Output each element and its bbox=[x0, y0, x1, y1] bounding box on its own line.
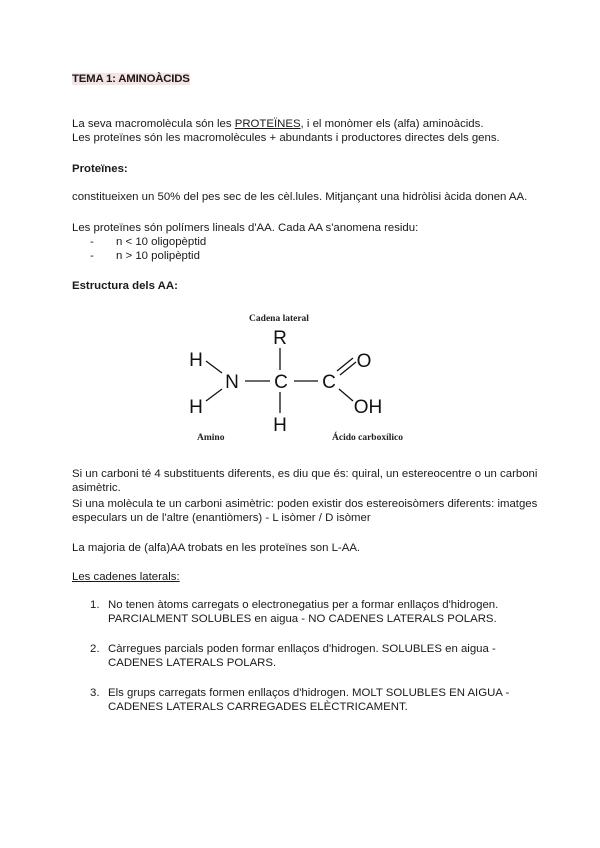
list-item-line: Els grups carregats formen enllaços d'hidrogen. MOLT SOLUBLES EN AIGUA - bbox=[108, 687, 510, 699]
list-item bbox=[72, 642, 532, 670]
atom-r: R bbox=[273, 328, 287, 349]
proteins-heading: Proteïnes: bbox=[72, 163, 128, 175]
amino-label: Amino bbox=[197, 433, 225, 443]
list-item bbox=[72, 686, 532, 714]
proteins-paragraph-2: Les proteïnes són polímers lineals d'AA. Cada AA s'anomena residu: bbox=[72, 222, 419, 234]
bond-h-n-bottom bbox=[206, 389, 222, 401]
bond-c-o-double-2 bbox=[340, 362, 356, 375]
chirality-line-2: asimètric. bbox=[72, 482, 121, 494]
list-item-line: CADENES LATERALS POLARS. bbox=[108, 657, 277, 669]
atom-o: O bbox=[356, 351, 372, 372]
chirality-line-3: Si una molècula te un carboni asimètric: poden existir dos estereoisòmers diferents: imatges bbox=[72, 498, 538, 510]
atom-c-carboxyl: C bbox=[322, 372, 336, 393]
intro-text-pre: La seva macromolècula són les bbox=[72, 118, 235, 130]
atom-oh: OH bbox=[353, 397, 383, 418]
bullet-dash: - bbox=[90, 250, 94, 262]
list-item-line: PARCIALMENT SOLUBLES en aigua - NO CADENES LATERALS POLARS. bbox=[108, 613, 497, 625]
atom-h-alpha: H bbox=[273, 415, 287, 436]
atom-c-alpha: C bbox=[274, 372, 288, 393]
list-item bbox=[72, 598, 532, 626]
list-number: 1. bbox=[90, 599, 100, 611]
atom-h-amino-top: H bbox=[189, 350, 203, 371]
side-chain-label: Cadena lateral bbox=[249, 314, 309, 324]
bullet-text: n < 10 oligopèptid bbox=[116, 236, 207, 248]
bond-c-o-double-1 bbox=[337, 358, 353, 371]
list-number: 2. bbox=[90, 643, 100, 655]
list-number: 3. bbox=[90, 687, 100, 699]
carboxyl-label: Ácido carboxílico bbox=[332, 433, 403, 443]
majority-line: La majoria de (alfa)AA trobats en les proteïnes son L-AA. bbox=[72, 542, 361, 554]
list-item-line: CADENES LATERALS CARREGADES ELÈCTRICAMENT. bbox=[108, 701, 408, 713]
bullet-text: n > 10 polipèptid bbox=[116, 250, 200, 262]
side-chains-list bbox=[72, 598, 532, 730]
list-item-line: Càrregues parcials poden formar enllaços d'hidrogen. SOLUBLES en aigua - bbox=[108, 643, 496, 655]
atom-n: N bbox=[225, 372, 239, 393]
proteins-paragraph-1: constitueixen un 50% del pes sec de les cèl.lules. Mitjançant una hidròlisi àcida donen AA. bbox=[72, 191, 528, 203]
intro-text-post: , i el monòmer els (alfa) aminoàcids. bbox=[300, 118, 484, 130]
bond-c-oh bbox=[339, 389, 353, 401]
intro-line-2: Les proteïnes són les macromolècules + abundants i productores directes dels gens. bbox=[72, 132, 500, 144]
bullet-dash: - bbox=[90, 236, 94, 248]
bond-h-n-top bbox=[206, 361, 222, 373]
page-title-text: TEMA 1: AMINOÀCIDS bbox=[72, 73, 190, 85]
side-chains-heading: Les cadenes laterals: bbox=[72, 571, 180, 583]
chirality-line-1: Si un carboni té 4 substituents diferents, es diu que és: quiral, un estereocentre o un carboni bbox=[72, 468, 538, 480]
chirality-line-4: especulars un de l'altre (enantiòmers) - L isòmer / D isòmer bbox=[72, 512, 371, 524]
atom-h-amino-bottom: H bbox=[189, 397, 203, 418]
list-item-line: No tenen àtoms carregats o electronegatius per a formar enllaços d'hidrogen. bbox=[108, 599, 499, 611]
proteins-underlined: PROTEÏNES bbox=[234, 118, 301, 130]
structure-heading: Estructura dels AA: bbox=[72, 280, 178, 292]
